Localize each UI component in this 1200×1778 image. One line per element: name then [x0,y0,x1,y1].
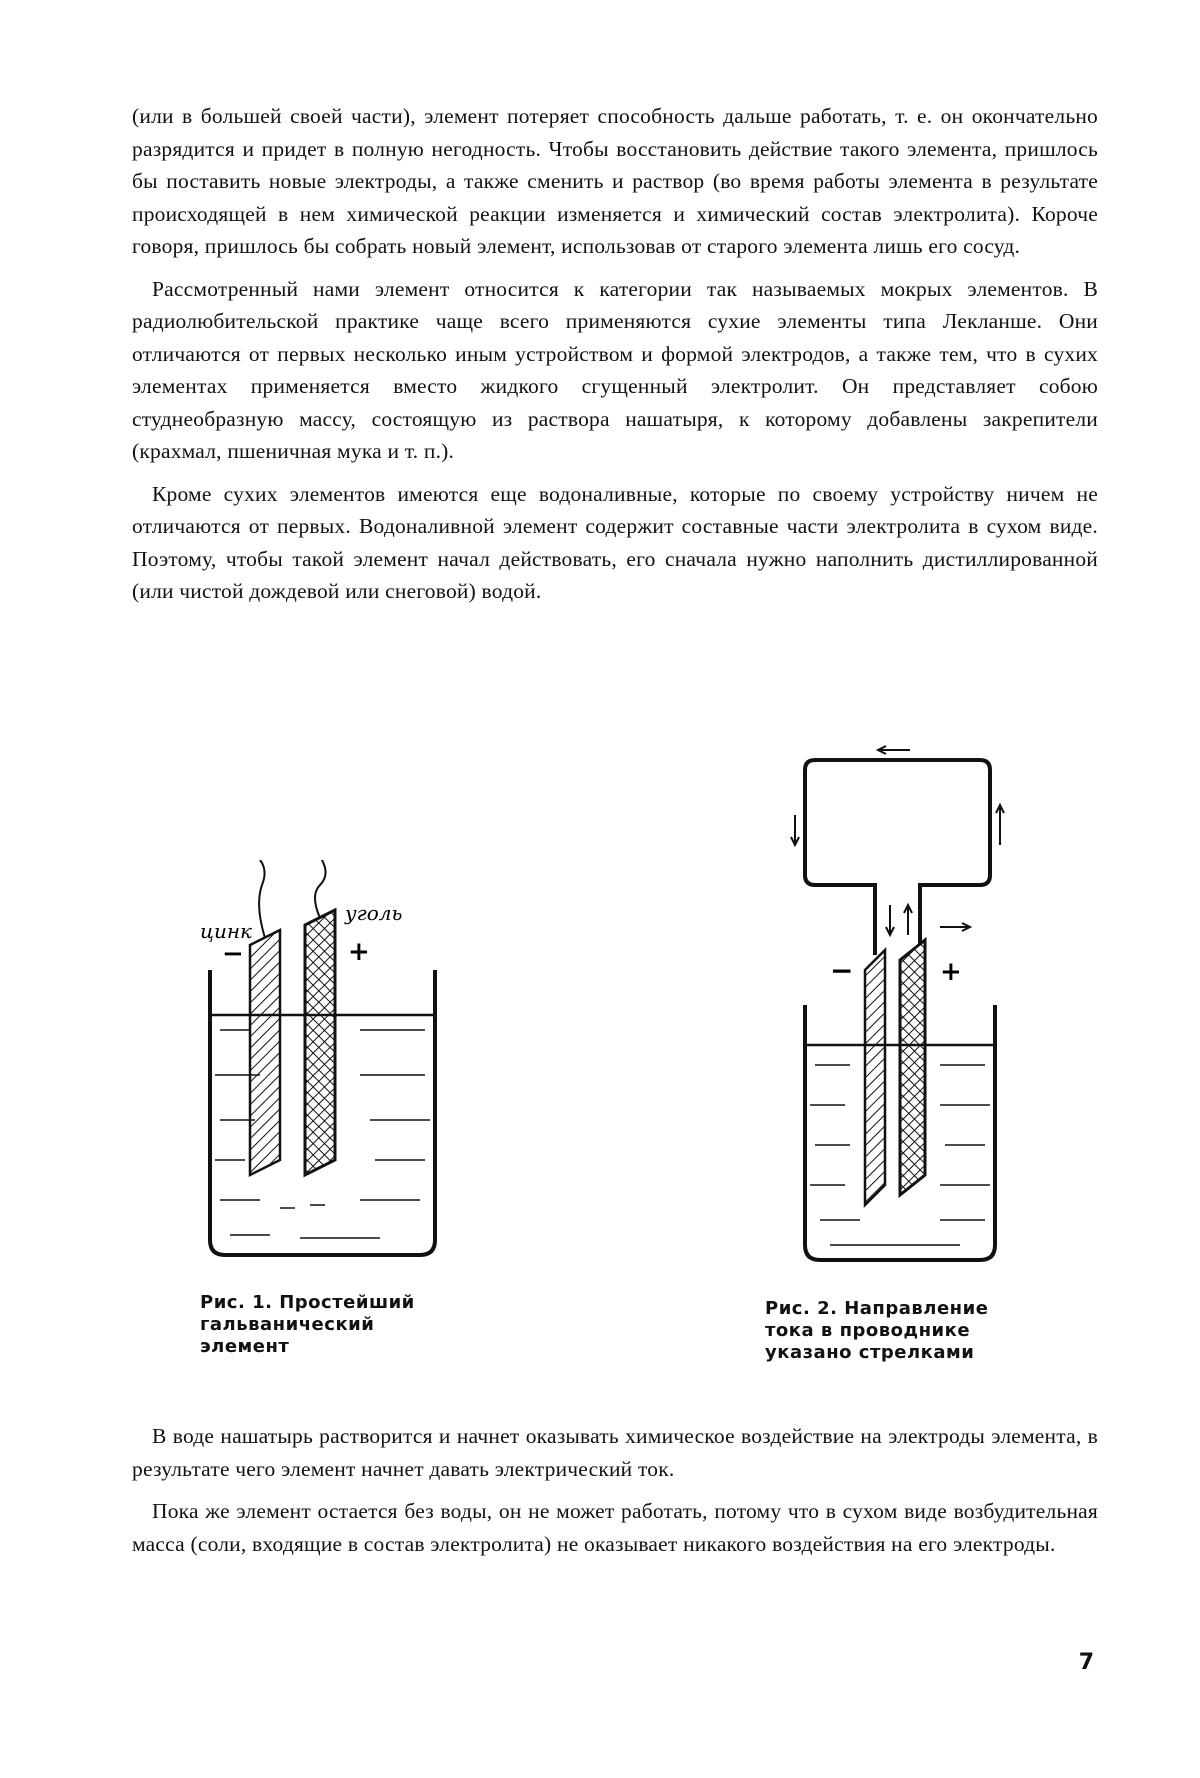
plus-sign-2: + [940,957,962,987]
paragraph-without-water: Пока же элемент остается без воды, он не может работать, потому что в сухом виде возбудительная масса (соли, входящие в состав электролита) не оказывает никакого воздействия на его электроды. [132,1495,1098,1560]
page-number: 7 [1079,1650,1094,1675]
minus-sign: − [222,939,244,969]
figure2-current-direction [790,745,1010,1275]
paragraph-water-filled-elements: Кроме сухих элементов имеются еще водоналивные, которые по своему устройству ничем не отличаются от первых. Водоналивной элемент содержит составные части электролита в сухом виде. Поэтому, чтобы такой элемент начал действовать, его сначала нужно наполнить дистиллированной (или чистой дождевой или снеговой) водой. [132,478,1098,608]
label-carbon: уголь [344,901,402,925]
bottom-text-block [132,1420,1098,1570]
paragraph-continuation: (или в большей своей части), элемент потеряет способность дальше работать, т. е. он окончательно разрядится и придет в полную негодность. Чтобы восстановить действие такого элемента, пришлось бы поставить новые электроды, а также сменить и раствор (во время работы элемента в результате происходящей в нем химической реакции изменяется и химический состав электролита). Короче говоря, пришлось бы собрать новый элемент, использовав от старого элемента лишь его сосуд. [132,100,1098,263]
book-page [0,0,1200,1778]
carbon-electrode-2 [900,940,925,1195]
plus-sign: + [348,937,370,967]
paragraph-wet-dry-elements: Рассмотренный нами элемент относится к категории так называемых мокрых элементов. В радиолюбительской практике чаще всего применяются сухие элементы типа Лекланше. Они отличаются от первых несколько иным устройством и формой электродов, а также тем, что в сухих элементах применяется вместо жидкого сгущенный электролит. Он представляет собою студнеобразную массу, состоящую из раствора нашатыря, к которому добавлены закрепители (крахмал, пшеничная мука и т. п.). [132,273,1098,468]
figure2-caption: Рис. 2. Направление тока в проводнике указано стрелками [765,1298,1025,1364]
figure1-caption: Рис. 1. Простейший гальванический элемент [200,1292,460,1358]
figure1-galvanic-cell [200,860,470,1290]
label-zinc: цинк [200,919,252,943]
paragraph-ammonia-dissolves: В воде нашатырь растворится и начнет оказывать химическое воздействие на электроды элемента, в результате чего элемент начнет давать электрический ток. [132,1420,1098,1485]
top-text-block [132,100,1098,618]
zinc-electrode [250,930,280,1175]
zinc-electrode-2 [865,950,885,1205]
carbon-electrode [305,910,335,1175]
minus-sign-2: − [830,954,853,987]
